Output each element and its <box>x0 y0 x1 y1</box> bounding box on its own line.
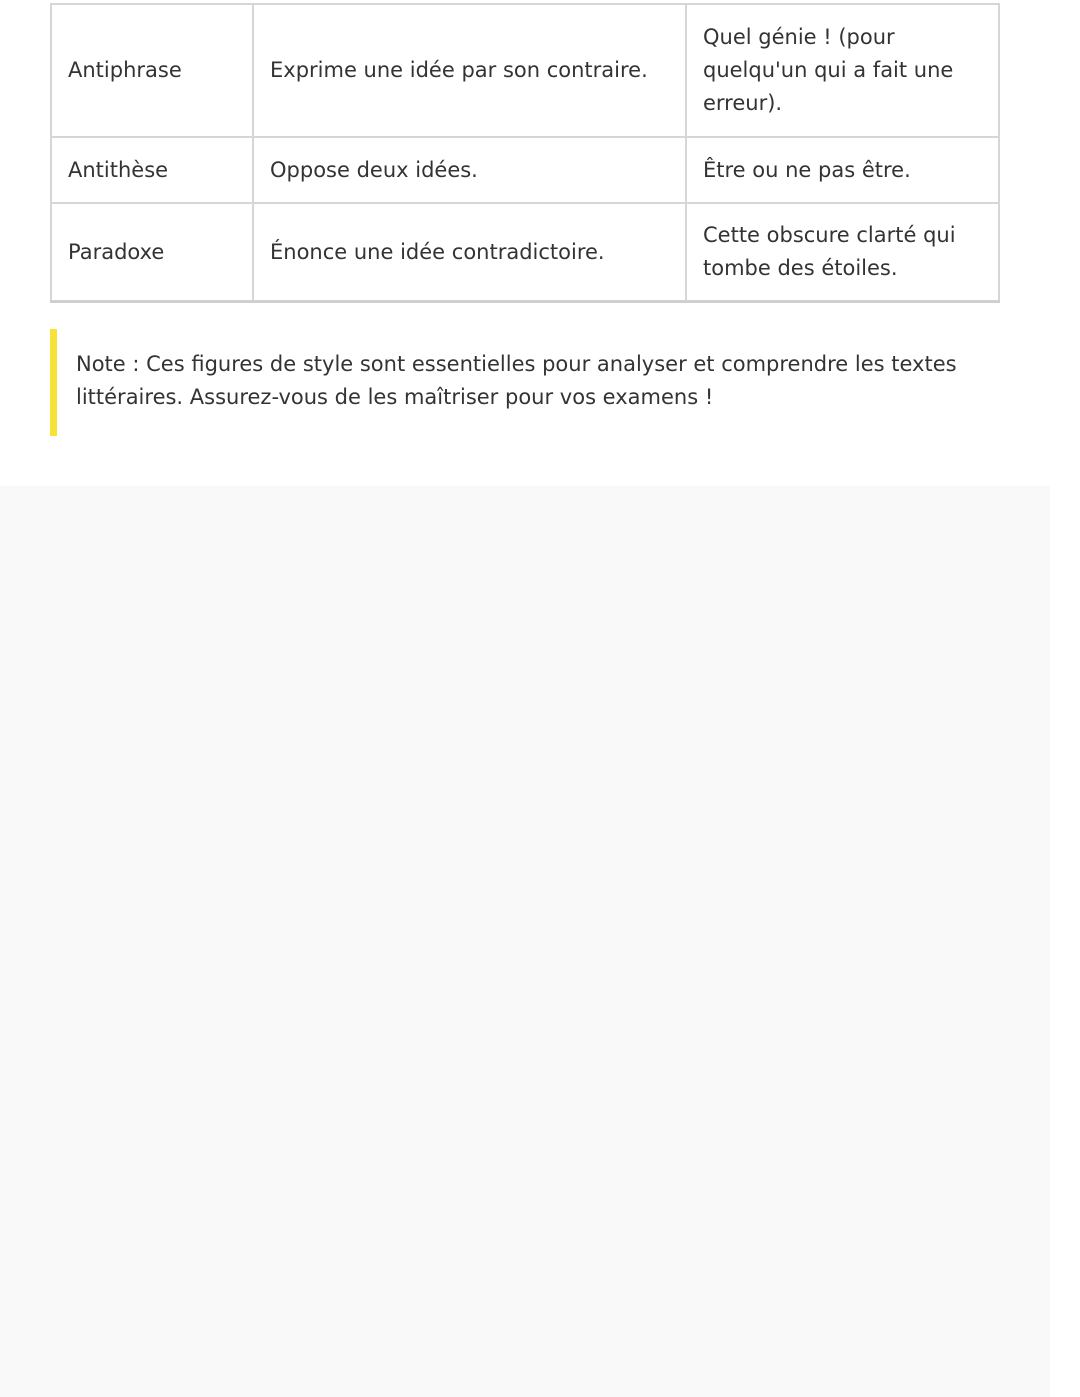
term-cell: Paradoxe <box>51 203 253 302</box>
note-text: Note : Ces figures de style sont essentielles pour analyser et comprendre les textes littéraires. Assurez-vous de les maîtriser pour vos examens ! <box>76 352 957 409</box>
term-cell: Antithèse <box>51 137 253 203</box>
example-cell: Être ou ne pas être. <box>686 137 999 203</box>
note-callout <box>50 329 980 436</box>
example-cell: Cette obscure clarté qui tombe des étoiles. <box>686 203 999 302</box>
article-content <box>0 0 1050 486</box>
page-background <box>0 486 1050 1397</box>
term-cell: Antiphrase <box>51 4 253 137</box>
definition-cell: Oppose deux idées. <box>253 137 686 203</box>
table-row <box>51 137 999 203</box>
table-row <box>51 203 999 302</box>
example-cell: Quel génie ! (pour quelqu'un qui a fait une erreur). <box>686 4 999 137</box>
figures-of-speech-table <box>50 3 1000 303</box>
definition-cell: Exprime une idée par son contraire. <box>253 4 686 137</box>
table-row <box>51 4 999 137</box>
definition-cell: Énonce une idée contradictoire. <box>253 203 686 302</box>
